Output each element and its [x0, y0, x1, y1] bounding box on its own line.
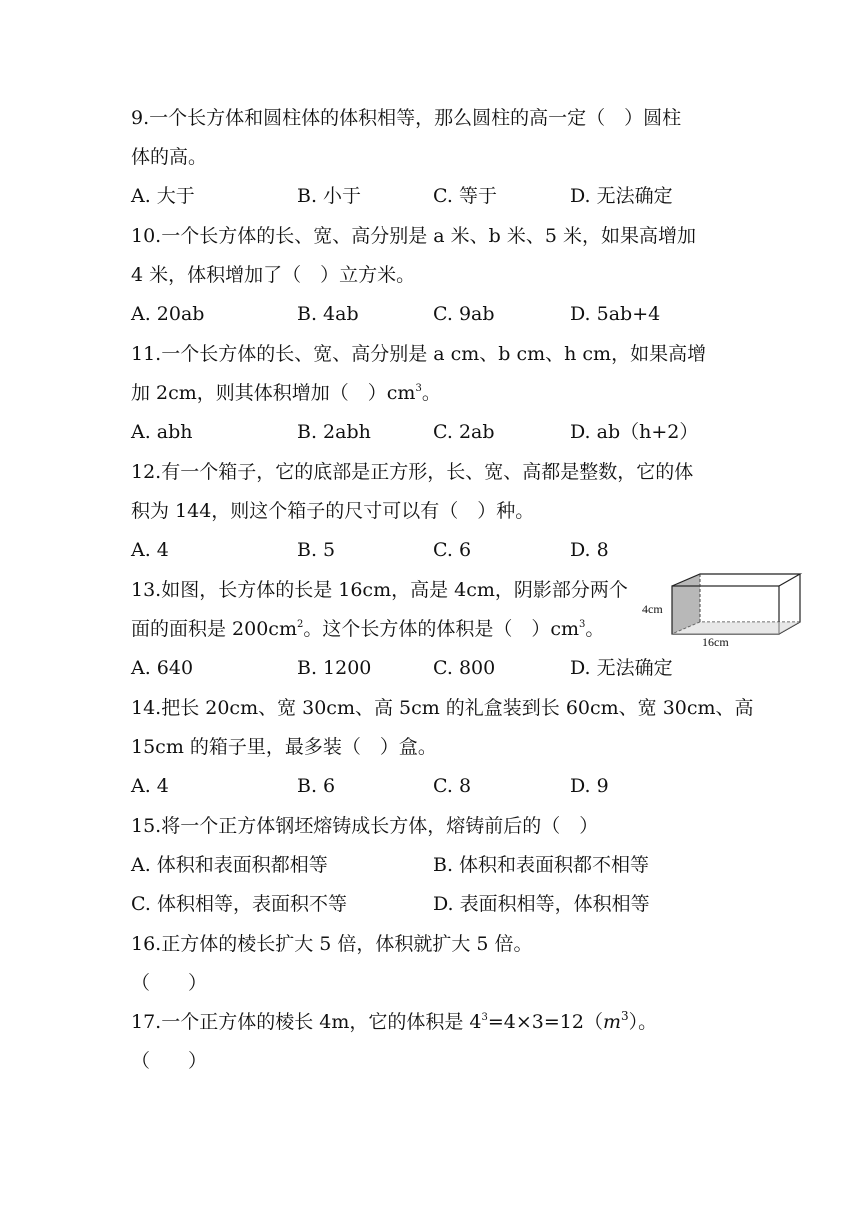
question-13-line-1: 13.如图，长方体的长是 16cm，高是 4cm，阴影部分两个	[131, 579, 628, 601]
question-17-line-1-text: 17.一个正方体的棱长 4m，它的体积是 4	[131, 1011, 482, 1033]
question-9-line-2: 体的高。	[131, 146, 208, 168]
question-13-option-d[interactable]: D. 无法确定	[570, 657, 673, 679]
question-12-option-a[interactable]: A. 4	[131, 539, 169, 561]
question-14-line-1: 14.把长 20cm、宽 30cm、高 5cm 的礼盒装到长 60cm、宽 30cm、高	[131, 697, 754, 719]
hidden-edges	[700, 574, 800, 622]
question-17-answer-blank[interactable]: （ ）	[131, 1050, 208, 1072]
question-15-option-a[interactable]: A. 体积和表面积都相等	[131, 854, 328, 876]
question-11-line-1: 11.一个长方体的长、宽、高分别是 a cm、b cm、h cm，如果高增	[131, 343, 707, 365]
question-13-line-2-text: 面的面积是 200cm	[131, 618, 297, 640]
question-12-option-b[interactable]: B. 5	[297, 539, 336, 561]
question-9-option-b[interactable]: B. 小于	[297, 185, 362, 207]
question-15-line-1: 15.将一个正方体钢坯熔铸成长方体，熔铸前后的（ ）	[131, 815, 599, 837]
question-13-line-2	[131, 617, 604, 641]
cuboid-figure	[640, 566, 805, 650]
question-14-option-a[interactable]: A. 4	[131, 775, 169, 797]
question-9-option-d[interactable]: D. 无法确定	[570, 185, 673, 207]
question-15-option-c[interactable]: C. 体积相等，表面积不等	[131, 893, 347, 915]
question-11-option-d[interactable]: D. ab（h+2）	[570, 421, 699, 443]
math-unit-m: m	[603, 1011, 622, 1033]
question-15-option-b[interactable]: B. 体积和表面积都不相等	[433, 854, 650, 876]
question-13-line-2-end: 。	[585, 618, 605, 640]
cubic-superscript: 3	[415, 383, 422, 394]
question-11-line-2-end: 。	[421, 382, 441, 404]
math-unit-superscript: 3	[621, 1009, 629, 1023]
question-17-line-1	[131, 1010, 657, 1034]
question-16-answer-blank[interactable]: （ ）	[131, 972, 208, 994]
question-13-option-a[interactable]: A. 640	[131, 657, 194, 679]
question-10-option-c[interactable]: C. 9ab	[433, 303, 495, 325]
question-9-line-1: 9.一个长方体和圆柱体的体积相等，那么圆柱的高一定（ ）圆柱	[131, 107, 682, 129]
question-12-line-1: 12.有一个箱子，它的底部是正方形，长、宽、高都是整数，它的体	[131, 461, 694, 483]
question-9-option-a[interactable]: A. 大于	[131, 185, 195, 207]
question-12-line-2: 积为 144，则这个箱子的尺寸可以有（ ）种。	[131, 500, 535, 522]
question-17-line-1-end: ）。	[628, 1011, 658, 1033]
question-11-line-2	[131, 381, 441, 405]
question-17-line-1-mid: =4×3=12（	[487, 1011, 603, 1033]
question-10-line-1: 10.一个长方体的长、宽、高分别是 a 米、b 米、5 米，如果高增加	[131, 225, 696, 247]
question-11-option-b[interactable]: B. 2abh	[297, 421, 371, 443]
square-superscript: 2	[296, 619, 304, 630]
question-10-option-a[interactable]: A. 20ab	[131, 303, 205, 325]
question-13-option-c[interactable]: C. 800	[433, 657, 496, 679]
height-label: 4cm	[642, 602, 663, 616]
question-14-line-2: 15cm 的箱子里，最多装（ ）盒。	[131, 736, 437, 758]
cubic-superscript: 3	[579, 619, 586, 630]
question-11-line-2-text: 加 2cm，则其体积增加（ ）cm	[131, 382, 416, 404]
question-16-line-1: 16.正方体的棱长扩大 5 倍，体积就扩大 5 倍。	[131, 933, 533, 955]
question-15-option-d[interactable]: D. 表面积相等，体积相等	[433, 893, 650, 915]
question-14-option-d[interactable]: D. 9	[570, 775, 609, 797]
question-14-option-c[interactable]: C. 8	[433, 775, 472, 797]
question-12-option-d[interactable]: D. 8	[570, 539, 609, 561]
question-10-option-d[interactable]: D. 5ab+4	[570, 303, 661, 325]
question-11-option-a[interactable]: A. abh	[131, 421, 193, 443]
question-11-option-c[interactable]: C. 2ab	[433, 421, 495, 443]
cubic-superscript: 3	[481, 1012, 488, 1023]
question-10-option-b[interactable]: B. 4ab	[297, 303, 359, 325]
question-14-option-b[interactable]: B. 6	[297, 775, 336, 797]
length-label: 16cm	[702, 635, 729, 649]
question-13-option-b[interactable]: B. 1200	[297, 657, 372, 679]
question-13-line-2-mid: 。这个长方体的体积是（ ）cm	[303, 618, 580, 640]
question-9-option-c[interactable]: C. 等于	[433, 185, 497, 207]
question-10-line-2: 4 米，体积增加了（ ）立方米。	[131, 264, 416, 286]
question-12-option-c[interactable]: C. 6	[433, 539, 472, 561]
